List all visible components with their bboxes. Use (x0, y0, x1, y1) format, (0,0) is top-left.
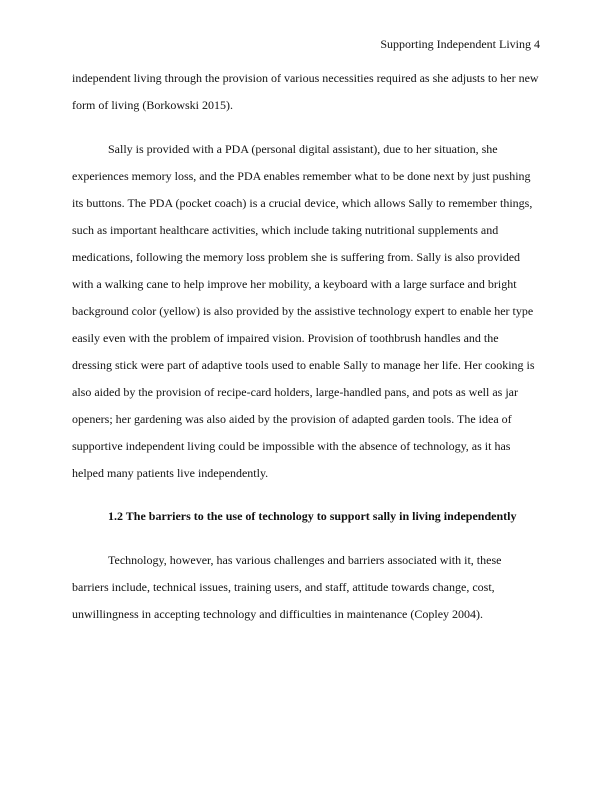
text-line: such as important healthcare activities, which include taking nutritional supplements and (72, 223, 499, 237)
text-line: background color (yellow) is also provided by the assistive technology expert to enable her type (72, 304, 534, 318)
text-line: Sally is provided with a PDA (personal digital assistant), due to her situation, she (108, 142, 498, 156)
text-line: also aided by the provision of recipe-card holders, large-handled pans, and pots as well as jar (72, 385, 518, 399)
text-line: openers; her gardening was also aided by the provision of adapted garden tools. The idea of (72, 412, 512, 426)
text-line: unwillingness in accepting technology and difficulties in maintenance (Copley 2004). (72, 607, 484, 621)
text-line: its buttons. The PDA (pocket coach) is a crucial device, which allows Sally to remember things, (72, 196, 533, 210)
text-line: supportive independent living could be impossible with the absence of technology, as it has (72, 439, 511, 453)
text-line: helped many patients live independently. (72, 466, 269, 480)
text-line: experiences memory loss, and the PDA enables remember what to be done next by just pushing (72, 169, 531, 183)
text-line: barriers include, technical issues, training users, and staff, attitude towards change, cost, (72, 580, 495, 594)
text-line: form of living (Borkowski 2015). (72, 98, 233, 112)
text-line: independent living through the provision of various necessities required as she adjusts to her new (72, 71, 539, 85)
text-line: dressing stick were part of adaptive tools used to enable Sally to manage her life. Her cooking is (72, 358, 535, 372)
text-line: easily even with the problem of impaired vision. Provision of toothbrush handles and the (72, 331, 499, 345)
text-line: medications, following the memory loss problem she is suffering from. Sally is also provided (72, 250, 521, 264)
section-heading: 1.2 The barriers to the use of technology to support sally in living independently (108, 509, 517, 523)
text-line: with a walking cane to help improve her mobility, a keyboard with a large surface and bright (72, 277, 517, 291)
text-line: Technology, however, has various challenges and barriers associated with it, these (108, 553, 502, 567)
running-head: Supporting Independent Living 4 (380, 37, 540, 51)
